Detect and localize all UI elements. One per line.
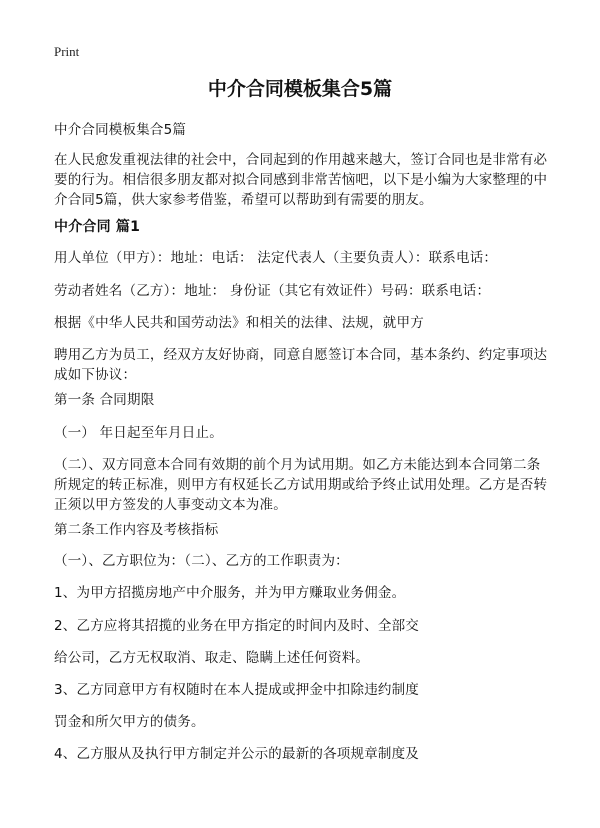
duty-item-3-cont: 罚金和所欠甲方的债务。 (54, 714, 205, 730)
article-1-heading: 第一条 合同期限 (54, 392, 155, 408)
paragraph-legal-basis: 根据《中华人民共和国劳动法》和相关的法律、法规，就甲方 (54, 315, 424, 331)
article-1-item-2: （二）、双方同意本合同有效期的前个月为试用期。如乙方未能达到本合同第二条所规定的转正标准，则甲方有权延长乙方试用期或给予终止试用处理。乙方是否转正须以甲方签发的人事变动文本为准。 (54, 457, 548, 513)
duty-item-2: 2、乙方应将其招揽的业务在甲方指定的时间内及时、全部交 (54, 618, 419, 634)
print-link[interactable]: Print (54, 44, 80, 59)
document-title: 中介合同模板集合5篇 (207, 78, 393, 100)
article-2-heading: 第二条工作内容及考核指标 (54, 522, 219, 538)
paragraph-employer: 用人单位（甲方）：地址：电话： 法定代表人（主要负责人）：联系电话： (54, 250, 498, 266)
duty-item-4: 4、乙方服从及执行甲方制定并公示的最新的各项规章制度及 (54, 746, 419, 762)
article-1-item-1: （一） 年日起至年月日止。 (54, 425, 223, 441)
article-2-position: （一）、乙方职位为：（二）、乙方的工作职责为： (54, 553, 349, 569)
document-subtitle: 中介合同模板集合5篇 (54, 122, 187, 138)
duty-item-2-cont: 给公司，乙方无权取消、取走、隐瞒上述任何资料。 (54, 650, 370, 666)
section-heading: 中介合同 篇1 (54, 219, 141, 235)
paragraph-employee: 劳动者姓名（乙方）：地址： 身份证（其它有效证件）号码：联系电话： (54, 283, 491, 299)
duty-item-1: 1、为甲方招揽房地产中介服务，并为甲方赚取业务佣金。 (54, 585, 406, 601)
intro-paragraph: 在人民愈发重视法律的社会中，合同起到的作用越来越大，签订合同也是非常有必要的行为。相信很多朋友都对拟合同感到非常苦恼吧，以下是小编为大家整理的中介合同5篇，供大家参考借鉴，希望可以帮助到有需要的朋友。 (54, 152, 548, 208)
paragraph-agreement: 聘用乙方为员工，经双方友好协商，同意自愿签订本合同，基本条约、约定事项达成如下协议： (54, 347, 548, 383)
duty-item-3: 3、乙方同意甲方有权随时在本人提成或押金中扣除违约制度 (54, 682, 419, 698)
